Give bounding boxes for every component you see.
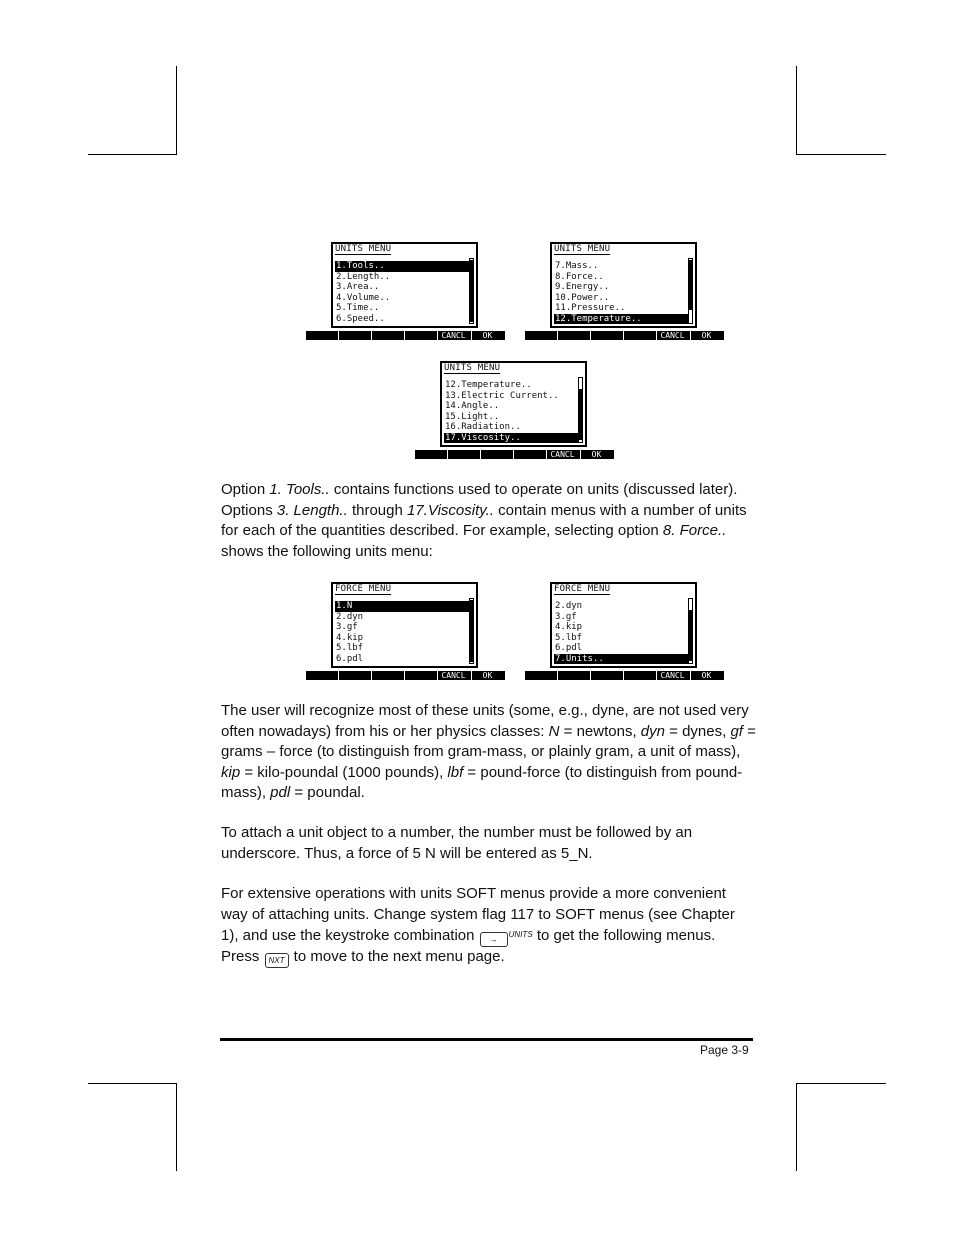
menu-title: FORCE MENU — [554, 584, 611, 594]
nxt-key: NXT — [265, 953, 289, 968]
menu-item[interactable]: 5.Time.. — [336, 303, 380, 313]
scrollbar[interactable] — [688, 598, 693, 664]
menu-item[interactable]: 10.Power.. — [555, 292, 610, 303]
text: = pound-force (to distinguish from pound-mass), — [221, 763, 743, 801]
units-menu-screen-2 — [524, 240, 724, 340]
crop-mark-bl-horizontal — [88, 1083, 177, 1084]
ok-softkey[interactable]: OK — [690, 331, 722, 340]
menu-item[interactable]: 9.Energy.. — [555, 282, 610, 292]
softkey[interactable] — [557, 671, 589, 680]
menu-item[interactable]: 15.Light.. — [445, 411, 500, 422]
menu-item[interactable]: 1.N — [335, 601, 469, 612]
unit-lbf: lbf — [447, 763, 464, 781]
ok-softkey[interactable]: OK — [690, 671, 722, 680]
text: The user will recognize most of these units (some, e.g., dyne, are not used very often nowadays) from his or her physics classes: — [221, 702, 749, 740]
scrollbar-thumb[interactable] — [689, 260, 692, 310]
scrollbar[interactable] — [469, 258, 474, 324]
crop-mark-tr-vertical — [796, 66, 797, 154]
softkey[interactable] — [623, 671, 655, 680]
menu-item[interactable]: 6.pdl — [336, 653, 364, 664]
units-menu-screen-1 — [305, 240, 505, 340]
menu-title: UNITS MENU — [554, 244, 611, 254]
force-menu-screen-2 — [524, 580, 724, 680]
text: contain menus with a number of units for each of the quantities described. For example, selecting option — [221, 501, 747, 539]
choose-box — [440, 361, 587, 447]
softkey[interactable] — [371, 671, 403, 680]
cancel-softkey[interactable]: CANCL — [656, 671, 688, 680]
softkey[interactable] — [557, 331, 589, 340]
menu-item[interactable]: 12.Temperature.. — [445, 380, 532, 390]
softkey[interactable] — [338, 671, 370, 680]
choose-box — [550, 582, 697, 668]
unit-n: N — [548, 722, 560, 740]
ok-softkey[interactable]: OK — [471, 671, 503, 680]
text: = grams – force (to distinguish from gram-mass, or plainly gram, a unit of mass), — [221, 722, 756, 760]
unit-dyn: dyn — [640, 722, 665, 740]
softkey-bar — [305, 671, 505, 680]
option-force: 8. Force.. — [662, 522, 727, 539]
paragraph-soft-menus — [221, 884, 756, 968]
scrollbar[interactable] — [469, 598, 474, 664]
ok-softkey[interactable]: OK — [580, 450, 612, 459]
text: contains functions used to operate on units (discussed later). Options — [221, 481, 738, 519]
unit-gf: gf — [730, 722, 743, 740]
menu-item[interactable]: 4.kip — [555, 622, 583, 632]
menu-item[interactable]: 3.gf — [555, 611, 577, 622]
text: through — [347, 501, 407, 519]
text: = poundal. — [290, 784, 365, 801]
units-key-label: UNITS — [508, 930, 533, 939]
menu-item[interactable]: 5.lbf — [336, 643, 364, 653]
softkey-bar — [524, 331, 724, 340]
paragraph-force-units — [221, 701, 756, 804]
choose-box — [550, 242, 697, 328]
paragraph-tools-options — [221, 480, 756, 562]
scrollbar-thumb[interactable] — [470, 260, 473, 322]
menu-item[interactable]: 2.dyn — [336, 611, 364, 622]
menu-item[interactable]: 5.lbf — [555, 632, 583, 643]
scrollbar[interactable] — [578, 377, 583, 443]
softkey[interactable] — [524, 331, 556, 340]
option-tools: 1. Tools.. — [269, 481, 330, 498]
scrollbar-thumb[interactable] — [579, 389, 582, 440]
menu-item[interactable]: 4.kip — [336, 632, 364, 643]
menu-item[interactable]: 17.Viscosity.. — [444, 433, 578, 444]
menu-item[interactable]: 11.Pressure.. — [555, 303, 626, 313]
softkey[interactable] — [590, 671, 622, 680]
crop-mark-br-vertical — [796, 1083, 797, 1171]
choose-box — [331, 242, 478, 328]
softkey[interactable] — [513, 450, 545, 459]
softkey[interactable] — [305, 331, 337, 340]
unit-pdl: pdl — [270, 784, 291, 801]
menu-title: FORCE MENU — [335, 584, 392, 594]
menu-item[interactable]: 6.Speed.. — [336, 313, 385, 324]
softkey-bar — [524, 671, 724, 680]
cancel-softkey[interactable]: CANCL — [437, 331, 469, 340]
paragraph-attach-unit: To attach a unit object to a number, the number must be followed by an underscore. Thus, a force of 5 N will be entered as 5_N. — [221, 824, 693, 862]
softkey[interactable] — [338, 331, 370, 340]
crop-mark-bl-vertical — [176, 1083, 177, 1171]
right-shift-key: → — [480, 932, 508, 947]
menu-title: UNITS MENU — [335, 244, 392, 254]
force-menu-screen-1 — [305, 580, 505, 680]
softkey-bar — [305, 331, 505, 340]
units-menu-screen-3 — [414, 359, 614, 459]
softkey[interactable] — [590, 331, 622, 340]
ok-softkey[interactable]: OK — [471, 331, 503, 340]
text: to move to the next menu page. — [289, 948, 505, 965]
text: Option — [221, 481, 270, 498]
menu-item[interactable]: 14.Angle.. — [445, 401, 500, 411]
scrollbar-thumb[interactable] — [470, 600, 473, 662]
softkey[interactable] — [404, 331, 436, 340]
softkey[interactable] — [414, 450, 446, 459]
crop-mark-tr-horizontal — [796, 154, 886, 155]
menu-item[interactable]: 4.Volume.. — [336, 292, 391, 303]
cancel-softkey[interactable]: CANCL — [437, 671, 469, 680]
menu-item[interactable]: 3.gf — [336, 622, 358, 632]
softkey[interactable] — [305, 671, 337, 680]
menu-item[interactable]: 12.Temperature.. — [554, 314, 688, 325]
crop-mark-tl-vertical — [176, 66, 177, 154]
text: to get the following menus. Press — [221, 927, 716, 965]
cancel-softkey[interactable]: CANCL — [546, 450, 578, 459]
menu-item[interactable]: 16.Radiation.. — [445, 422, 521, 432]
cancel-softkey[interactable]: CANCL — [656, 331, 688, 340]
unit-kip: kip — [221, 763, 241, 781]
softkey[interactable] — [524, 671, 556, 680]
menu-item[interactable]: 2.dyn — [555, 601, 583, 611]
menu-item[interactable]: 8.Force.. — [555, 271, 604, 282]
menu-item[interactable]: 13.Electric Current.. — [445, 390, 559, 401]
menu-item[interactable]: 6.pdl — [555, 643, 583, 653]
softkey[interactable] — [480, 450, 512, 459]
choose-box — [331, 582, 478, 668]
option-viscosity: 17.Viscosity.. — [407, 501, 494, 519]
softkey-bar — [414, 450, 614, 459]
menu-title: UNITS MENU — [444, 363, 501, 373]
softkey[interactable] — [371, 331, 403, 340]
text: For extensive operations with units SOFT menus provide a more convenient way of attaching units. Change system flag 117 to SOFT menus (see Chapter 1), and use the keystroke combination — [221, 885, 735, 944]
scrollbar-thumb[interactable] — [689, 610, 692, 661]
page-number: Page 3-9 — [700, 1043, 749, 1057]
menu-item[interactable]: 3.Area.. — [336, 282, 380, 292]
menu-item[interactable]: 2.Length.. — [336, 271, 391, 282]
softkey[interactable] — [623, 331, 655, 340]
crop-mark-tl-horizontal — [88, 154, 177, 155]
softkey[interactable] — [447, 450, 479, 459]
crop-mark-br-horizontal — [796, 1083, 886, 1084]
text: = newtons, — [559, 722, 641, 740]
softkey[interactable] — [404, 671, 436, 680]
text: = kilo-poundal (1000 pounds), — [240, 763, 448, 781]
option-length: 3. Length.. — [276, 501, 348, 519]
menu-item[interactable]: 7.Units.. — [554, 654, 688, 665]
footer-rule — [220, 1038, 753, 1041]
text: = dynes, — [664, 722, 731, 740]
text: shows the following units menu: — [221, 542, 433, 560]
menu-item[interactable]: 7.Mass.. — [555, 261, 599, 271]
scrollbar[interactable] — [688, 258, 693, 324]
menu-item[interactable]: 1.Tools.. — [335, 261, 469, 272]
